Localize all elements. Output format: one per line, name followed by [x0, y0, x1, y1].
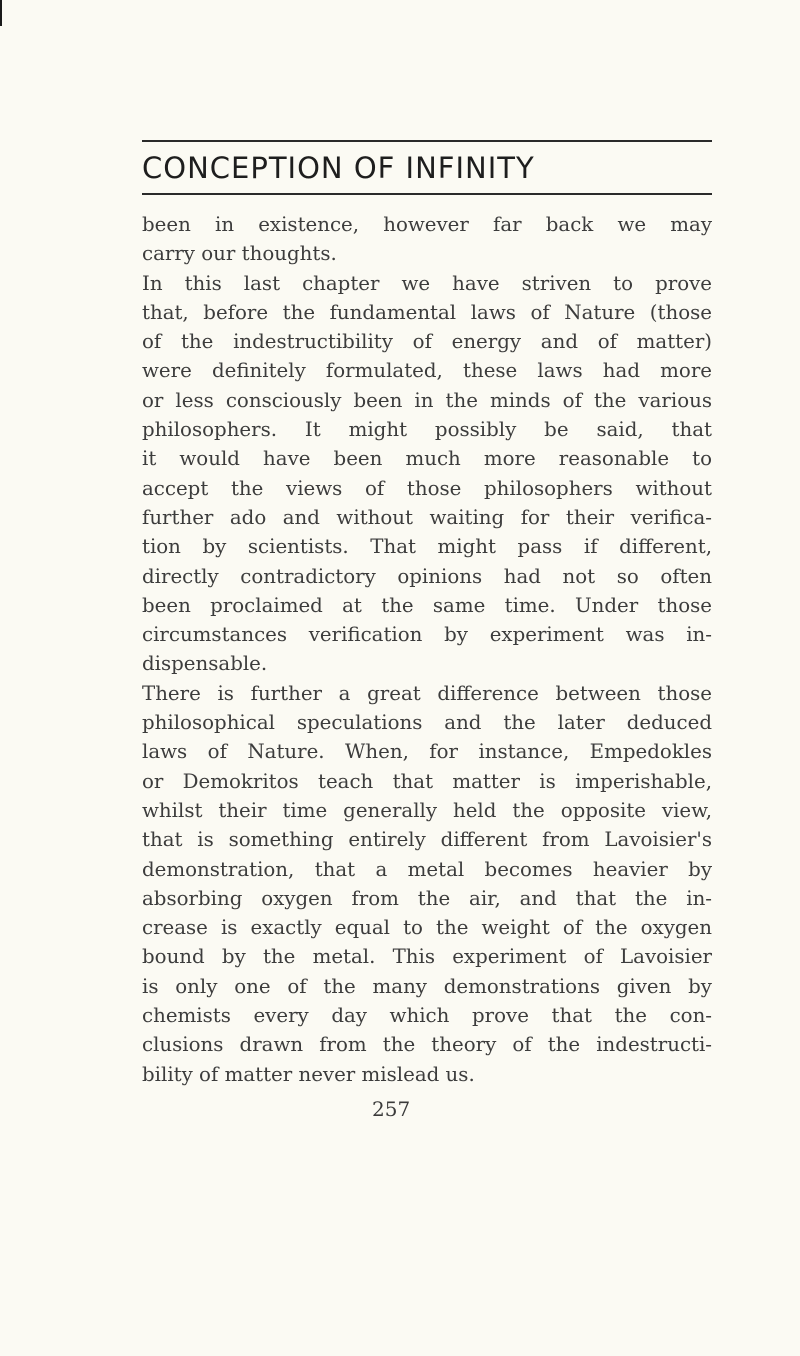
text-line: circumstances verification by experiment was in- — [142, 623, 712, 647]
text-line: carry our thoughts. — [142, 242, 337, 266]
text-line: philosophical speculations and the later deduced — [142, 711, 712, 735]
page-edge-mark — [0, 0, 2, 26]
text-line: bility of matter never mislead us. — [142, 1062, 475, 1086]
text-line: dispensable. — [142, 652, 268, 676]
text-line: been proclaimed at the same time. Under those — [142, 593, 712, 617]
text-line: were definitely formulated, these laws had more — [142, 359, 712, 383]
text-line: bound by the metal. This experiment of Lavoisier — [142, 945, 712, 969]
body-text — [142, 210, 712, 1089]
text-line: that is something entirely different from Lavoisier's — [142, 828, 712, 852]
text-line: chemists every day which prove that the con- — [142, 1004, 712, 1028]
running-header: CONCEPTION OF INFINITY — [142, 151, 535, 185]
page-number: 257 — [372, 1097, 411, 1121]
text-line: or Demokritos teach that matter is imperishable, — [142, 769, 712, 793]
text-line: or less consciously been in the minds of the various — [142, 388, 712, 412]
text-line: demonstration, that a metal becomes heavier by — [142, 857, 712, 881]
text-line: whilst their time generally held the opposite view, — [142, 798, 712, 822]
text-line: directly contradictory opinions had not so often — [142, 564, 712, 588]
text-line: accept the views of those philosophers without — [142, 476, 712, 500]
header-rule-top — [142, 140, 712, 142]
text-line: laws of Nature. When, for instance, Empedokles — [142, 740, 712, 764]
text-line: crease is exactly equal to the weight of the oxygen — [142, 916, 712, 940]
text-line: clusions drawn from the theory of the indestructi- — [142, 1033, 712, 1057]
text-line: There is further a great difference between those — [142, 681, 712, 705]
text-line: In this last chapter we have striven to prove — [142, 271, 712, 295]
text-line: that, before the fundamental laws of Nature (those — [142, 300, 712, 324]
text-line: is only one of the many demonstrations given by — [142, 974, 712, 998]
text-line: philosophers. It might possibly be said, that — [142, 418, 712, 442]
text-line: been in existence, however far back we may — [142, 213, 712, 236]
text-line: of the indestructibility of energy and of matter) — [142, 330, 712, 354]
text-line: further ado and without waiting for their verifica- — [142, 505, 712, 529]
text-line: it would have been much more reasonable to — [142, 447, 712, 471]
text-line: tion by scientists. That might pass if different, — [142, 535, 712, 559]
text-line: absorbing oxygen from the air, and that the in- — [142, 886, 712, 910]
header-rule-bottom — [142, 193, 712, 195]
